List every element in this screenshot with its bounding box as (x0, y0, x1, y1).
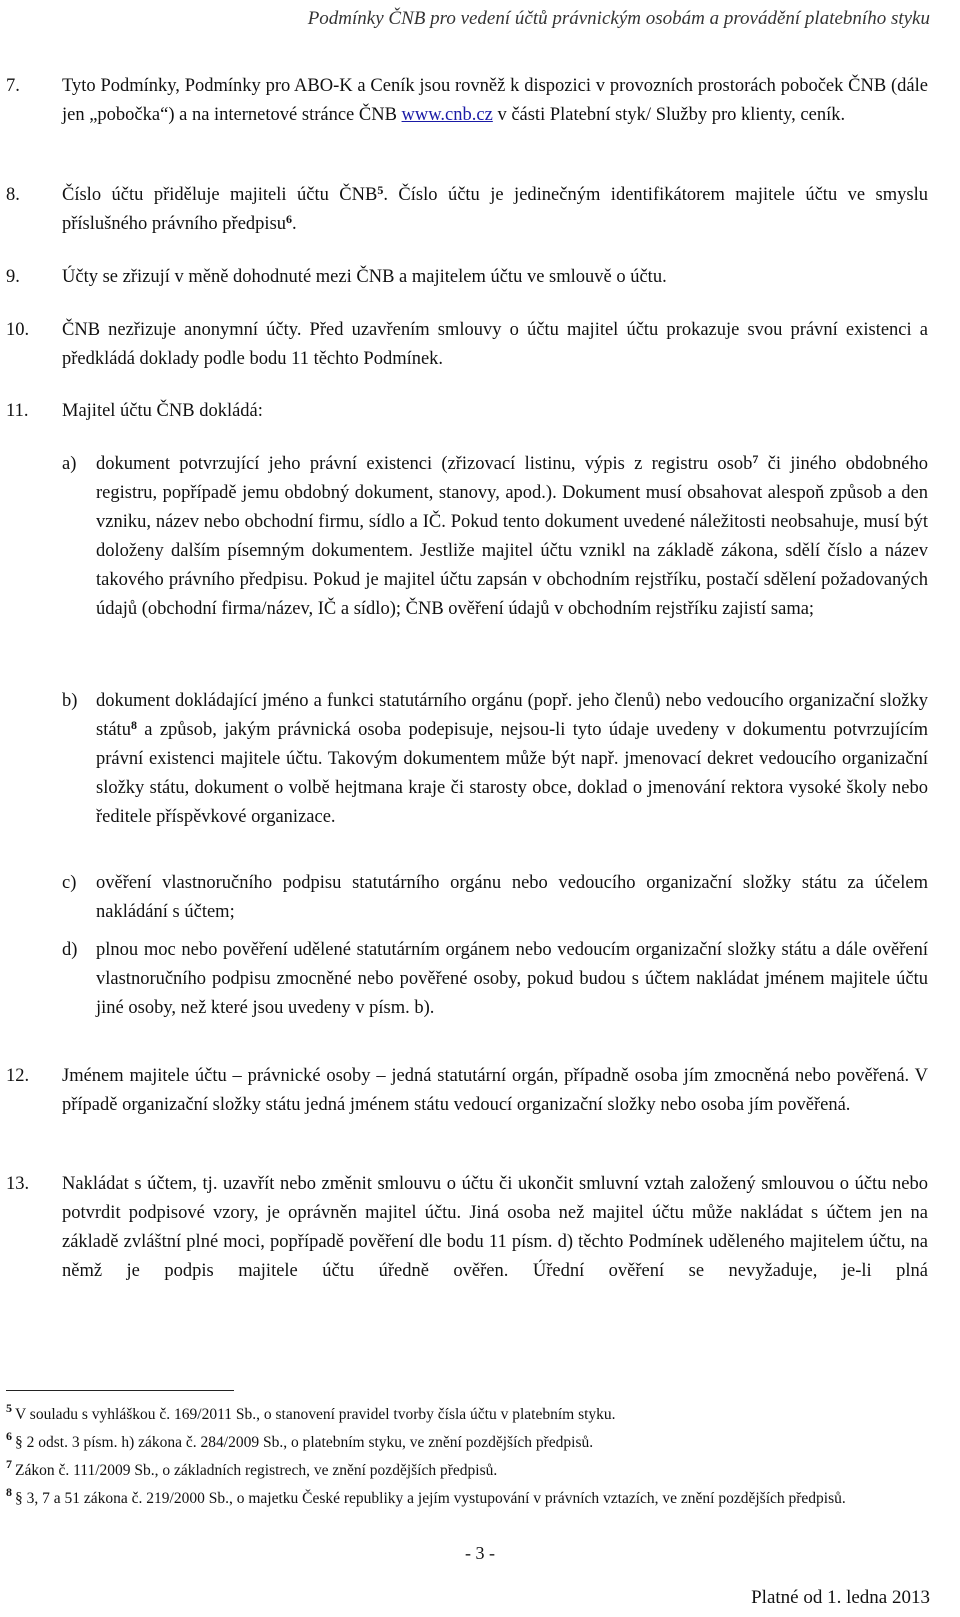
footnote-5: $^5$ V souladu s vyhláškou č. 169/2011 Sb., o stanovení pravidel tvorby čísla účtu v platebním styku. (6, 1401, 616, 1423)
item-11b-label: b) (62, 691, 78, 711)
item-11a-text: dokument potvrzující jeho právní existenci (zřizovací listinu, výpis z registru osob$^7$ či jiného obdobného registru, popřípadě jemu obdobný dokument, stanovy, apod.). Dokument musí obsahovat alespoň způsob a den vzniku, název nebo obchodní firmu, sídlo a IČ. Pokud tento dokument uvedené náležitosti neobsahuje, musí být doloženy dalším písemným dokumentem. Jestliže majitel účtu vznikl na základě zákona, sdělí číslo a název takového právního předpisu. Pokud je majitel účtu zapsán v obchodním rejstříku, postačí sdělení požadovaných údajů (obchodní firma/název, IČ a sídlo); ČNB ověření údajů v obchodním rejstříku zajistí sama; (96, 452, 928, 619)
item-13-text: Nakládat s účtem, tj. uzavřít nebo změnit smlouvu o účtu či ukončit smluvní vztah založený smlouvou o účtu nebo potvrdit podpisové vzory, je oprávněn majitel účtu. Jiná osoba než majitel účtu může nakládat s účtem jen na základě zvláštní plné moci, popřípadě pověření dle bodu 11 písm. d) těchto Podmínek uděleného majitelem účtu, na němž je podpis majitele účtu úředně ověřen. Úřední ověření se nevyžaduje, je-li plná (62, 1174, 928, 1281)
item-8-number: 8. (6, 185, 20, 205)
item-12-text: Jménem majitele účtu – právnické osoby – jedná statutární orgán, případně osoba jím zmocněná nebo pověřená. V případě organizační složky státu jedná jménem státu vedoucí organizační složky nebo osoba jím pověřená. (62, 1066, 928, 1115)
item-9-text: Účty se zřizují v měně dohodnuté mezi ČNB a majitelem účtu ve smlouvě o účtu. (62, 267, 667, 287)
item-7-number: 7. (6, 76, 20, 96)
page-header-title: Podmínky ČNB pro vedení účtů právnickým osobám a provádění platebního styku (307, 8, 930, 29)
item-12-number: 12. (6, 1066, 30, 1086)
item-8-text: Číslo účtu přiděluje majiteli účtu ČNB$^5$. Číslo účtu je jedinečným identifikátorem majitele účtu ve smyslu příslušného právního předpisu$^6$. (62, 183, 928, 234)
footnote-ref-5[interactable]: 5 (377, 183, 384, 197)
footnote-separator (6, 1390, 234, 1391)
footnote-6: $^6$ § 2 odst. 3 písm. h) zákona č. 284/2009 Sb., o platebním styku, ve znění pozdějších předpisů. (6, 1429, 594, 1451)
footnote-7: $^7$ Zákon č. 111/2009 Sb., o základních registrech, ve znění pozdějších předpisů. (6, 1457, 498, 1479)
item-11d-label: d) (62, 940, 78, 960)
item-11-text: Majitel účtu ČNB dokládá: (62, 401, 263, 421)
valid-from-date: Platné od 1. ledna 2013 (751, 1587, 930, 1608)
item-13-number: 13. (6, 1174, 30, 1194)
footnote-ref-6[interactable]: 6 (286, 212, 293, 226)
page-number: - 3 - (465, 1543, 495, 1563)
item-9-number: 9. (6, 267, 20, 287)
item-11a-label: a) (62, 454, 77, 474)
item-11-number: 11. (6, 401, 29, 421)
item-10-text: ČNB nezřizuje anonymní účty. Před uzavřením smlouvy o účtu majitel účtu prokazuje svou právní existenci a předkládá doklady podle bodu 11 těchto Podmínek. (62, 320, 928, 369)
item-10-number: 10. (6, 320, 30, 340)
item-7-text: Tyto Podmínky, Podmínky pro ABO-K a Ceník jsou rovněž k dispozici v provozních prostorách poboček ČNB (dále jen „pobočka“) a na internetové stránce ČNB www.cnb.cz v části Platební styk/ Služby pro klienty, ceník. (62, 76, 928, 125)
item-11c-label: c) (62, 873, 77, 893)
footnote-ref-8[interactable]: 8 (130, 718, 137, 732)
cnb-website-link[interactable]: www.cnb.cz (401, 105, 493, 125)
item-11c-text: ověření vlastnoručního podpisu statutárního orgánu nebo vedoucího organizační složky státu za účelem nakládání s účtem; (96, 873, 928, 922)
item-11d-text: plnou moc nebo pověření udělené statutárním orgánem nebo vedoucím organizační složky státu a dále ověření vlastnoručního podpisu zmocněné nebo pověřené osoby, pokud budou s účtem nakládat jménem majitele účtu jiné osoby, než které jsou uvedeny v písm. b). (96, 940, 928, 1018)
item-11b-text: dokument dokládající jméno a funkci statutárního orgánu (popř. jeho členů) nebo vedoucího organizační složky státu$^8$ a způsob, jakým právnická osoba podepisuje, nejsou-li tyto údaje uvedeny v dokumentu potvrzujícím právní existenci majitele účtu. Takovým dokumentem může být např. jmenovací dekret vedoucího organizační složky státu, dokument o volbě hejtmana kraje či starosty obce, doklad o jmenování rektora vysoké školy nebo ředitele příspěvkové organizace. (96, 691, 928, 827)
footnote-8: $^8$ § 3, 7 a 51 zákona č. 219/2000 Sb., o majetku České republiky a jejím vystupování v právních vztazích, ve znění pozdějších předpisů. (6, 1485, 846, 1507)
footnote-ref-7[interactable]: 7 (752, 452, 759, 466)
